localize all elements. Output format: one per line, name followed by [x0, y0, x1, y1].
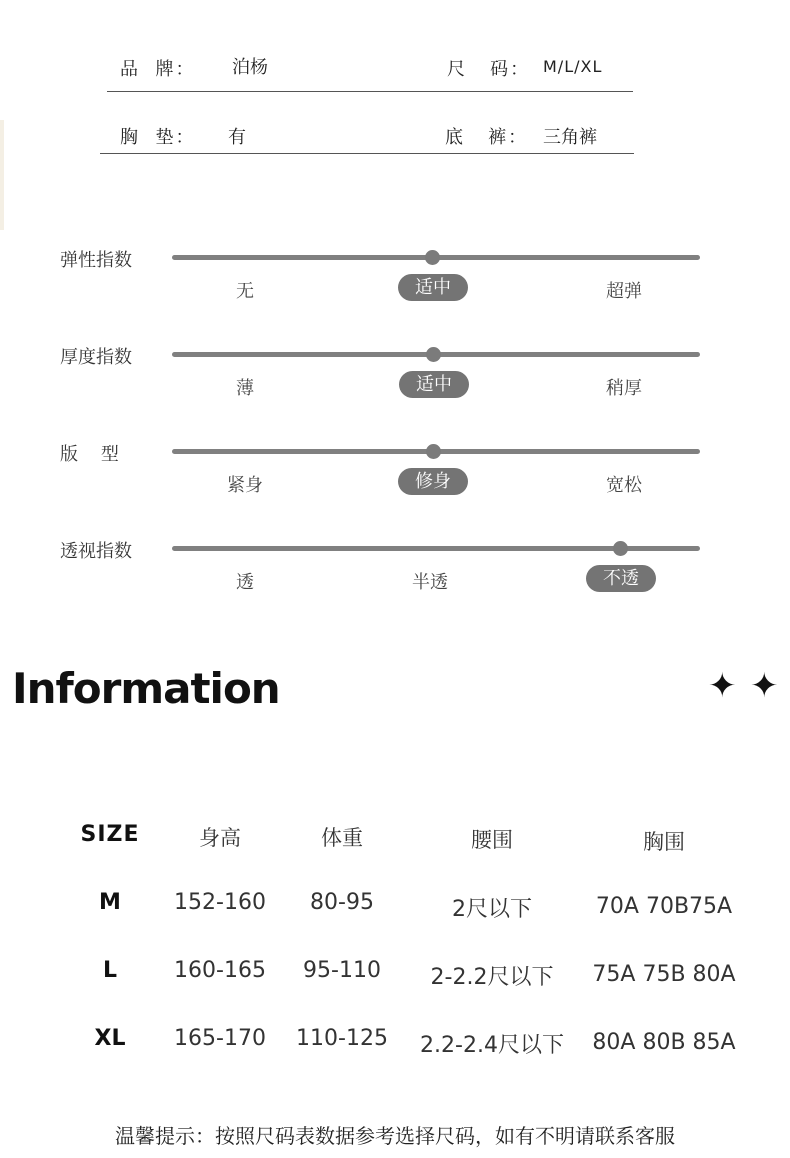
slider-option-low: 薄	[236, 378, 254, 399]
slider-option-high: 稍厚	[606, 378, 642, 399]
table-cell: 2-2.2尺以下	[430, 965, 554, 990]
column-header-height: 身高	[199, 826, 241, 850]
slider-option-selected: 不透	[586, 565, 656, 592]
slider-option-low: 透	[236, 572, 254, 593]
column-header-bust: 胸围	[643, 830, 685, 854]
slider-knob	[613, 541, 628, 556]
size-label: 尺 码：	[447, 59, 531, 80]
column-header-waist: 腰围	[471, 828, 513, 852]
edge-decoration	[0, 120, 4, 230]
table-cell: 160-165	[174, 958, 266, 983]
bottom-value: 三角裤	[543, 127, 597, 148]
footer-note: 温馨提示：按照尺码表数据参考选择尺码，如有不明请联系客服	[115, 1124, 675, 1148]
pad-value: 有	[228, 127, 246, 148]
table-cell: 95-110	[303, 958, 381, 983]
column-header-size: SIZE	[80, 822, 140, 847]
size-cell: XL	[94, 1026, 126, 1051]
table-cell: 70A 70B75A	[595, 894, 733, 919]
brand-label: 品 牌：	[120, 59, 196, 80]
slider-label: 弹性指数	[60, 250, 132, 271]
sparkle-icon: ✦	[708, 666, 737, 706]
spec-divider-1	[107, 91, 633, 92]
brand-value: 泊杨	[232, 57, 268, 78]
table-cell: 165-170	[174, 1026, 266, 1051]
slider-label: 厚度指数	[60, 347, 132, 368]
table-cell: 110-125	[296, 1026, 388, 1051]
spec-divider-2	[100, 153, 634, 154]
size-cell: L	[102, 958, 118, 983]
sparkle-icon: ✦	[750, 666, 779, 706]
size-value: M/L/XL	[543, 57, 603, 76]
slider-label: 版 型	[60, 444, 119, 465]
table-cell: 2.2-2.4尺以下	[420, 1033, 564, 1058]
slider-option-low: 紧身	[227, 475, 263, 496]
slider-knob	[426, 444, 441, 459]
size-cell: M	[99, 890, 121, 915]
slider-option-low: 无	[236, 281, 254, 302]
pad-label: 胸 垫：	[120, 127, 196, 148]
slider-option-selected: 适中	[399, 371, 469, 398]
table-cell: 2尺以下	[452, 897, 532, 922]
table-cell: 75A 75B 80A	[592, 962, 736, 987]
table-cell: 80A 80B 85A	[592, 1030, 736, 1055]
slider-label: 透视指数	[60, 541, 132, 562]
table-cell: 80-95	[310, 890, 374, 915]
slider-option-mid: 半透	[412, 572, 448, 593]
slider-knob	[425, 250, 440, 265]
slider-knob	[426, 347, 441, 362]
information-heading: Information	[12, 664, 280, 713]
column-header-weight: 体重	[321, 826, 363, 850]
bottom-label: 底 裤：	[445, 127, 529, 148]
slider-option-selected: 适中	[398, 274, 468, 301]
slider-option-high: 宽松	[606, 475, 642, 496]
table-cell: 152-160	[174, 890, 266, 915]
slider-option-selected: 修身	[398, 468, 468, 495]
slider-option-high: 超弹	[606, 281, 642, 302]
